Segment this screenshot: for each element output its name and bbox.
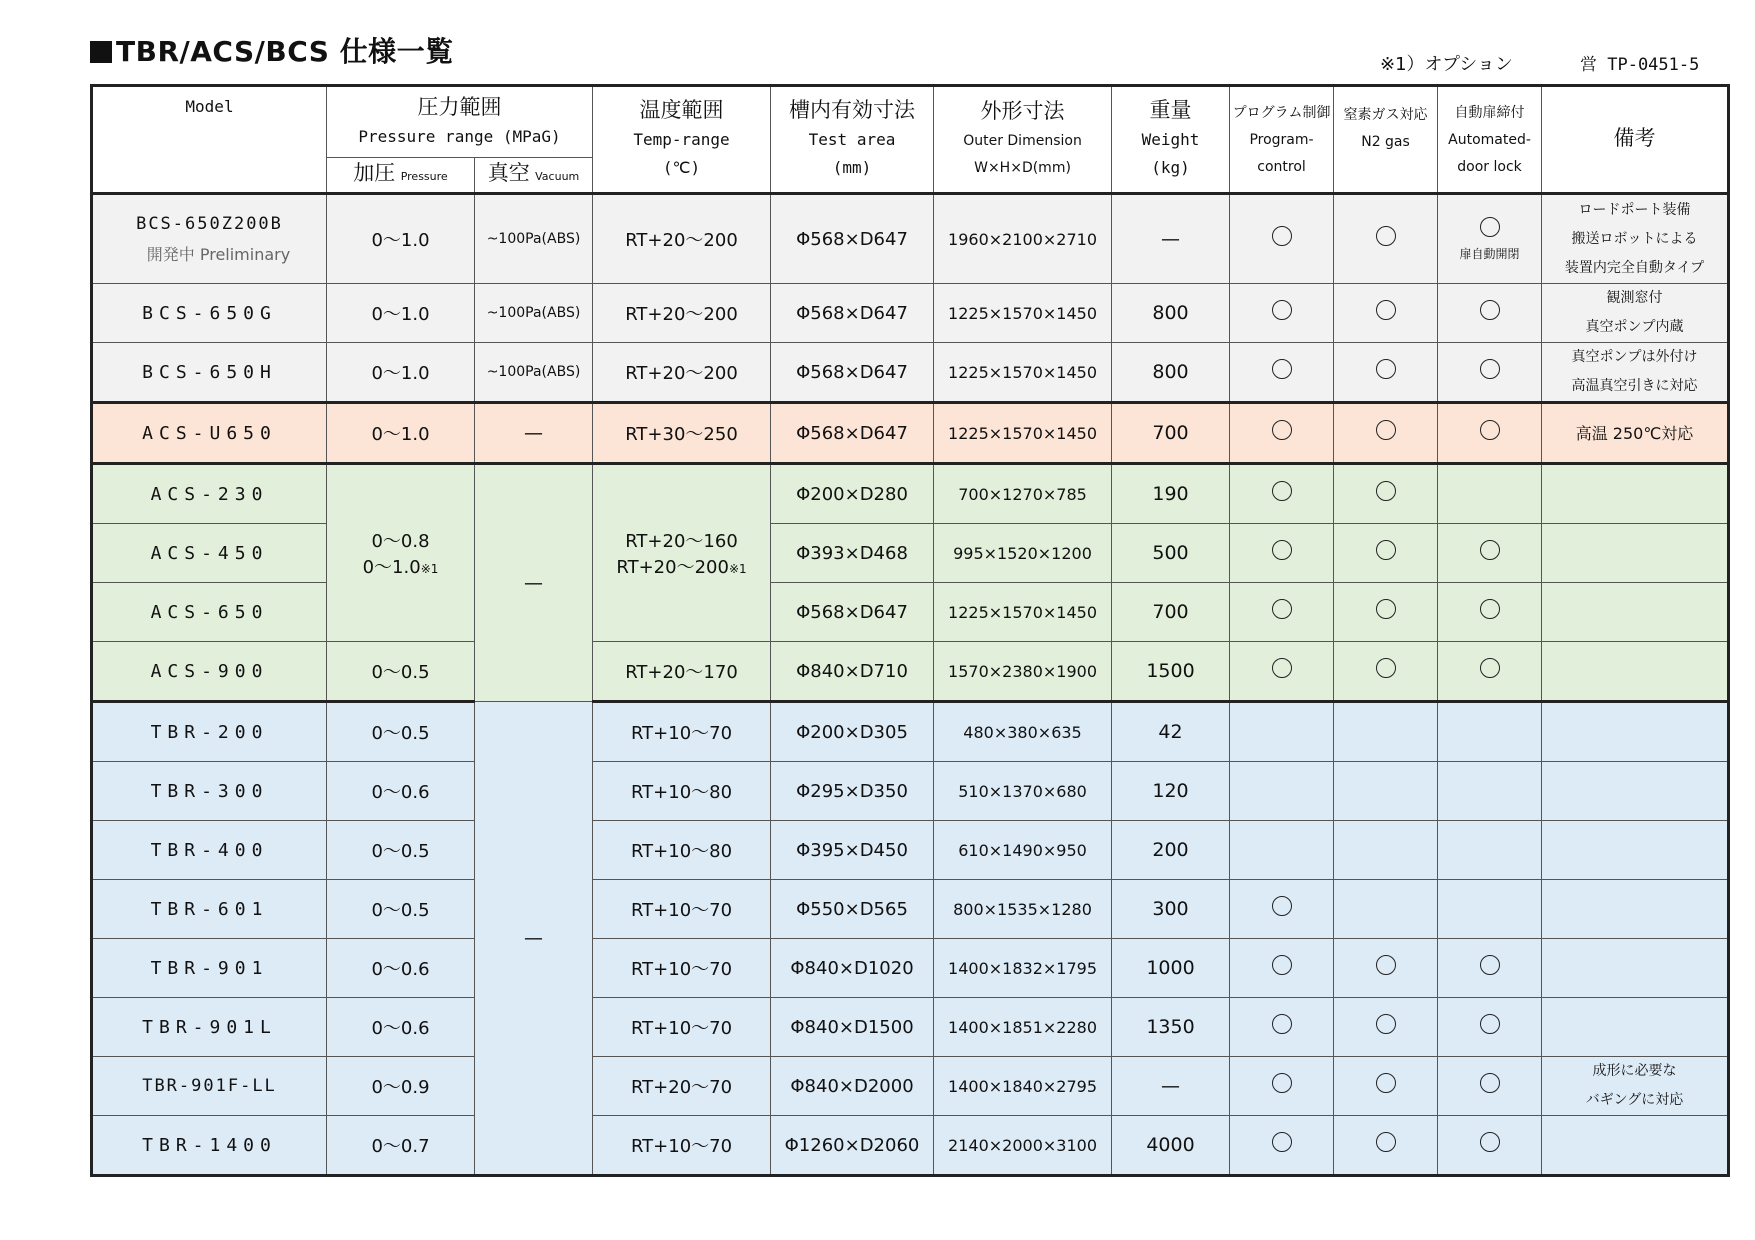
n2-mark: [1334, 1057, 1438, 1116]
model-cell: TBR-300: [92, 762, 327, 821]
remarks-cell: [1542, 642, 1729, 702]
model-cell: ACS-U650: [92, 403, 327, 464]
table-row: [92, 343, 1729, 403]
remarks-cell: [1542, 939, 1729, 998]
area-cell: Φ395×D450: [771, 821, 934, 880]
remarks-cell: [1542, 343, 1729, 403]
door-mark: [1438, 464, 1542, 524]
temp-cell: RT+10～70: [593, 939, 771, 998]
circle-mark-icon: [1480, 1132, 1500, 1152]
header-door-en1: Automated-: [1448, 132, 1531, 148]
model-cell: ACS-900: [92, 642, 327, 702]
circle-mark-icon: [1480, 658, 1500, 678]
table-row: [92, 194, 1729, 284]
area-cell: Φ840×D710: [771, 642, 934, 702]
circle-mark-icon: [1376, 359, 1396, 379]
program-mark: [1230, 1116, 1334, 1176]
circle-mark-icon: [1272, 955, 1292, 975]
model-cell: TBR-901F-LL: [92, 1057, 327, 1116]
weight-cell: 800: [1112, 343, 1230, 403]
pressure-cell: 0～0.6: [327, 939, 475, 998]
n2-mark: [1334, 403, 1438, 464]
header-program: [1230, 86, 1334, 194]
dimension-cell: 1400×1840×2795: [934, 1057, 1112, 1116]
remarks-cell: 高温 250℃対応: [1542, 403, 1729, 464]
header-outer-en: Outer Dimension: [963, 133, 1082, 149]
n2-mark: [1334, 880, 1438, 939]
pressure-cell: 0～1.0: [327, 403, 475, 464]
door-mark: [1438, 880, 1542, 939]
vacuum-cell: ~100Pa(ABS): [475, 194, 593, 284]
header-area-en: Test area: [808, 130, 896, 149]
circle-mark-icon: [1272, 300, 1292, 320]
temp-cell: [593, 464, 771, 642]
remark-line: 装置内完全自動タイプ: [1564, 259, 1705, 276]
area-cell: Φ1260×D2060: [771, 1116, 934, 1176]
circle-mark-icon: [1376, 955, 1396, 975]
vacuum-cell: ~100Pa(ABS): [475, 284, 593, 343]
model-cell: TBR-901L: [92, 998, 327, 1057]
n2-mark: [1334, 821, 1438, 880]
circle-mark-icon: [1376, 420, 1396, 440]
weight-cell: 800: [1112, 284, 1230, 343]
header-temp: [593, 86, 771, 194]
dimension-cell: 480×380×635: [934, 702, 1112, 762]
dimension-cell: 995×1520×1200: [934, 524, 1112, 583]
pressure-cell: 0～1.0: [327, 343, 475, 403]
circle-mark-icon: [1480, 599, 1500, 619]
remark-line: 高温真空引きに対応: [1571, 378, 1698, 394]
area-cell: Φ200×D280: [771, 464, 934, 524]
program-mark: [1230, 403, 1334, 464]
circle-mark-icon: [1272, 226, 1292, 246]
circle-mark-icon: [1480, 540, 1500, 560]
door-mark: [1438, 583, 1542, 642]
header-n2-en: N2 gas: [1361, 134, 1410, 150]
remarks-cell: [1542, 583, 1729, 642]
remark-line: 真空ポンプは外付け: [1571, 349, 1698, 365]
dimension-cell: 2140×2000×3100: [934, 1116, 1112, 1176]
circle-mark-icon: [1480, 1073, 1500, 1093]
circle-mark-icon: [1272, 420, 1292, 440]
weight-cell: 1350: [1112, 998, 1230, 1057]
pressure-cell: 0～0.5: [327, 821, 475, 880]
header-weight-jp: 重量: [1149, 98, 1192, 122]
header-n2: [1334, 86, 1438, 194]
area-cell: Φ568×D647: [771, 194, 934, 284]
header-pressure: [327, 86, 593, 158]
weight-cell: 700: [1112, 403, 1230, 464]
circle-mark-icon: [1272, 1014, 1292, 1034]
weight-cell: 300: [1112, 880, 1230, 939]
area-cell: Φ295×D350: [771, 762, 934, 821]
table-row: [92, 998, 1729, 1057]
program-mark: [1230, 194, 1334, 284]
pressure-cell: 0～0.5: [327, 702, 475, 762]
dimension-cell: 1225×1570×1450: [934, 284, 1112, 343]
temp-cell: RT+10～80: [593, 762, 771, 821]
area-cell: Φ568×D647: [771, 403, 934, 464]
n2-mark: [1334, 464, 1438, 524]
door-mark: [1438, 343, 1542, 403]
weight-cell: 42: [1112, 702, 1230, 762]
n2-mark: [1334, 762, 1438, 821]
model-note: 開発中 Preliminary: [146, 244, 291, 264]
pressure-cell: 0～0.6: [327, 762, 475, 821]
header-vacuum-jp: 真空: [487, 161, 530, 185]
circle-mark-icon: [1480, 420, 1500, 440]
temp-cell: RT+10～70: [593, 998, 771, 1057]
remarks-cell: [1542, 702, 1729, 762]
remark-line: 観測窓付: [1606, 290, 1663, 306]
header-area-jp: 槽内有効寸法: [789, 98, 916, 122]
header-program-en2: control: [1257, 159, 1306, 175]
header-pressure-jp: 圧力範囲: [417, 94, 502, 119]
vacuum-cell: —: [475, 702, 593, 1176]
program-mark: [1230, 642, 1334, 702]
table-row: [92, 284, 1729, 343]
header-model-label: Model: [185, 97, 234, 116]
page-title-text: TBR/ACS/BCS 仕様一覧: [116, 35, 454, 68]
area-cell: Φ568×D647: [771, 343, 934, 403]
circle-mark-icon: [1272, 540, 1292, 560]
page-title: [90, 30, 454, 70]
header-model: [92, 86, 327, 194]
remarks-cell: [1542, 194, 1729, 284]
dimension-cell: 700×1270×785: [934, 464, 1112, 524]
dimension-cell: 1570×2380×1900: [934, 642, 1112, 702]
weight-cell: —: [1112, 1057, 1230, 1116]
door-mark: [1438, 642, 1542, 702]
header-temp-jp: 温度範囲: [639, 98, 724, 122]
n2-mark: [1334, 1116, 1438, 1176]
program-mark: [1230, 343, 1334, 403]
table-row: [92, 880, 1729, 939]
program-mark: [1230, 821, 1334, 880]
door-mark: [1438, 284, 1542, 343]
dimension-cell: 1225×1570×1450: [934, 583, 1112, 642]
dimension-cell: 800×1535×1280: [934, 880, 1112, 939]
model-cell: BCS-650G: [92, 284, 327, 343]
temp-cell: RT+10～80: [593, 821, 771, 880]
title-square-icon: [90, 41, 112, 63]
header-area: [771, 86, 934, 194]
table-row: [92, 762, 1729, 821]
remarks-cell: [1542, 821, 1729, 880]
area-cell: Φ550×D565: [771, 880, 934, 939]
circle-mark-icon: [1272, 481, 1292, 501]
pressure-cell: 0～0.9: [327, 1057, 475, 1116]
area-cell: Φ840×D1500: [771, 998, 934, 1057]
table-row: [92, 1116, 1729, 1176]
remarks-cell: [1542, 762, 1729, 821]
header-temp-unit: (℃): [662, 158, 701, 177]
remark-line: 成形に必要な: [1592, 1063, 1677, 1079]
n2-mark: [1334, 194, 1438, 284]
circle-mark-icon: [1376, 1073, 1396, 1093]
circle-mark-icon: [1272, 896, 1292, 916]
temp-cell: RT+30～250: [593, 403, 771, 464]
temp-cell: RT+20～200: [593, 343, 771, 403]
temp-line: RT+20～200: [616, 557, 729, 578]
remarks-cell: [1542, 284, 1729, 343]
n2-mark: [1334, 524, 1438, 583]
vacuum-cell: —: [475, 403, 593, 464]
header-outer-jp: 外形寸法: [980, 99, 1065, 123]
dimension-cell: 1225×1570×1450: [934, 343, 1112, 403]
dimension-cell: 510×1370×680: [934, 762, 1112, 821]
n2-mark: [1334, 343, 1438, 403]
vacuum-cell: ~100Pa(ABS): [475, 343, 593, 403]
header-program-en1: Program-: [1249, 132, 1314, 148]
door-mark: [1438, 194, 1542, 284]
weight-cell: 500: [1112, 524, 1230, 583]
n2-mark: [1334, 998, 1438, 1057]
model-cell: TBR-1400: [92, 1116, 327, 1176]
model-name: BCS-650Z200B: [136, 213, 283, 234]
program-mark: [1230, 583, 1334, 642]
header-vacuum-en: Vacuum: [535, 170, 580, 183]
circle-mark-icon: [1480, 1014, 1500, 1034]
pressure-cell: 0～1.0: [327, 284, 475, 343]
temp-cell: RT+20～70: [593, 1057, 771, 1116]
weight-cell: —: [1112, 194, 1230, 284]
temp-cell: RT+10～70: [593, 702, 771, 762]
model-cell: TBR-601: [92, 880, 327, 939]
pressure-cell: 0～0.6: [327, 998, 475, 1057]
circle-mark-icon: [1272, 599, 1292, 619]
dimension-cell: 1225×1570×1450: [934, 403, 1112, 464]
dimension-cell: 1400×1851×2280: [934, 998, 1112, 1057]
header-weight: [1112, 86, 1230, 194]
n2-mark: [1334, 702, 1438, 762]
door-mark: [1438, 403, 1542, 464]
header-weight-en: Weight: [1141, 130, 1200, 149]
header-door-jp: 自動扉締付: [1454, 105, 1525, 121]
model-cell: ACS-450: [92, 524, 327, 583]
area-cell: Φ393×D468: [771, 524, 934, 583]
circle-mark-icon: [1376, 300, 1396, 320]
header-door: [1438, 86, 1542, 194]
door-mark: [1438, 939, 1542, 998]
circle-mark-icon: [1272, 359, 1292, 379]
pressure-cell: 0～0.5: [327, 880, 475, 939]
door-mark: [1438, 998, 1542, 1057]
area-cell: Φ568×D647: [771, 583, 934, 642]
door-mark: [1438, 762, 1542, 821]
weight-cell: 4000: [1112, 1116, 1230, 1176]
dimension-cell: 1960×2100×2710: [934, 194, 1112, 284]
model-cell: TBR-901: [92, 939, 327, 998]
temp-line: RT+20～160: [625, 531, 738, 552]
program-mark: [1230, 998, 1334, 1057]
temp-cell: RT+20～170: [593, 642, 771, 702]
table-row: [92, 939, 1729, 998]
weight-cell: 1500: [1112, 642, 1230, 702]
area-cell: Φ568×D647: [771, 284, 934, 343]
remarks-cell: [1542, 524, 1729, 583]
temp-cell: RT+10～70: [593, 880, 771, 939]
table-row: [92, 821, 1729, 880]
door-mark: [1438, 1116, 1542, 1176]
table-row: [92, 1057, 1729, 1116]
table-row: [92, 464, 1729, 524]
area-cell: Φ840×D2000: [771, 1057, 934, 1116]
door-note: 扉自動開閉: [1459, 246, 1520, 261]
header-pressurize: [327, 158, 475, 194]
weight-cell: 120: [1112, 762, 1230, 821]
option-note: ※1）オプション: [1380, 54, 1513, 75]
pressure-cell: 0～1.0: [327, 194, 475, 284]
temp-cell: RT+10～70: [593, 1116, 771, 1176]
option-mark: ※1: [420, 562, 439, 576]
pressure-line: 0～1.0: [362, 557, 421, 578]
remarks-cell: [1542, 998, 1729, 1057]
area-cell: Φ200×D305: [771, 702, 934, 762]
circle-mark-icon: [1272, 1132, 1292, 1152]
circle-mark-icon: [1480, 300, 1500, 320]
circle-mark-icon: [1376, 658, 1396, 678]
vacuum-cell: —: [475, 464, 593, 702]
dimension-cell: 610×1490×950: [934, 821, 1112, 880]
program-mark: [1230, 939, 1334, 998]
temp-cell: RT+20～200: [593, 284, 771, 343]
n2-mark: [1334, 284, 1438, 343]
header-pressure-en: Pressure range (MPaG): [358, 126, 561, 146]
model-cell: BCS-650H: [92, 343, 327, 403]
header-outer-unit: W×H×D(mm): [974, 160, 1071, 176]
door-mark: [1438, 821, 1542, 880]
remarks-cell: [1542, 464, 1729, 524]
table-row: [92, 403, 1729, 464]
header-program-jp: プログラム制御: [1232, 105, 1331, 121]
circle-mark-icon: [1376, 599, 1396, 619]
header-n2-jp: 窒素ガス対応: [1343, 107, 1428, 123]
circle-mark-icon: [1376, 1014, 1396, 1034]
weight-cell: 190: [1112, 464, 1230, 524]
table-row: [92, 642, 1729, 702]
program-mark: [1230, 284, 1334, 343]
program-mark: [1230, 1057, 1334, 1116]
pressure-cell: 0～0.7: [327, 1116, 475, 1176]
program-mark: [1230, 464, 1334, 524]
weight-cell: 1000: [1112, 939, 1230, 998]
table-row: [92, 702, 1729, 762]
pressure-line: 0～0.8: [371, 531, 430, 552]
remark-line: ロードポート装備: [1578, 201, 1691, 218]
n2-mark: [1334, 583, 1438, 642]
header-weight-unit: (kg): [1151, 158, 1190, 177]
circle-mark-icon: [1480, 955, 1500, 975]
door-mark: [1438, 702, 1542, 762]
model-cell: ACS-230: [92, 464, 327, 524]
model-cell: TBR-200: [92, 702, 327, 762]
model-cell: [92, 194, 327, 284]
program-mark: [1230, 702, 1334, 762]
door-mark: [1438, 524, 1542, 583]
door-mark: [1438, 1057, 1542, 1116]
n2-mark: [1334, 939, 1438, 998]
circle-mark-icon: [1272, 1073, 1292, 1093]
remark-line: バギングに対応: [1585, 1092, 1684, 1108]
weight-cell: 200: [1112, 821, 1230, 880]
model-cell: TBR-400: [92, 821, 327, 880]
circle-mark-icon: [1376, 1132, 1396, 1152]
program-mark: [1230, 762, 1334, 821]
remark-line: 真空ポンプ内蔵: [1585, 319, 1684, 335]
circle-mark-icon: [1376, 226, 1396, 246]
circle-mark-icon: [1376, 540, 1396, 560]
header-outer: [934, 86, 1112, 194]
header-area-unit: (mm): [832, 158, 872, 177]
program-mark: [1230, 880, 1334, 939]
circle-mark-icon: [1480, 217, 1500, 237]
n2-mark: [1334, 642, 1438, 702]
header-door-en2: door lock: [1457, 159, 1522, 175]
remarks-cell: [1542, 880, 1729, 939]
circle-mark-icon: [1480, 359, 1500, 379]
header-pressurize-jp: 加圧: [353, 161, 396, 185]
circle-mark-icon: [1376, 481, 1396, 501]
header-remarks: [1542, 86, 1729, 194]
header-temp-en: Temp-range: [633, 130, 730, 149]
pressure-cell: 0～0.5: [327, 642, 475, 702]
remark-line: 搬送ロボットによる: [1571, 230, 1698, 247]
pressure-cell: [327, 464, 475, 642]
dimension-cell: 1400×1832×1795: [934, 939, 1112, 998]
spec-table: [90, 84, 1730, 1177]
option-mark: ※1: [728, 562, 747, 576]
model-cell: ACS-650: [92, 583, 327, 642]
area-cell: Φ840×D1020: [771, 939, 934, 998]
circle-mark-icon: [1272, 658, 1292, 678]
weight-cell: 700: [1112, 583, 1230, 642]
temp-cell: RT+20～200: [593, 194, 771, 284]
document-code: 営 TP-0451-5: [1580, 55, 1700, 75]
header-vacuum: [475, 158, 593, 194]
header-remarks-label: 備考: [1613, 126, 1656, 150]
remarks-cell: [1542, 1116, 1729, 1176]
remarks-cell: [1542, 1057, 1729, 1116]
header-pressurize-en: Pressure: [400, 170, 448, 183]
program-mark: [1230, 524, 1334, 583]
